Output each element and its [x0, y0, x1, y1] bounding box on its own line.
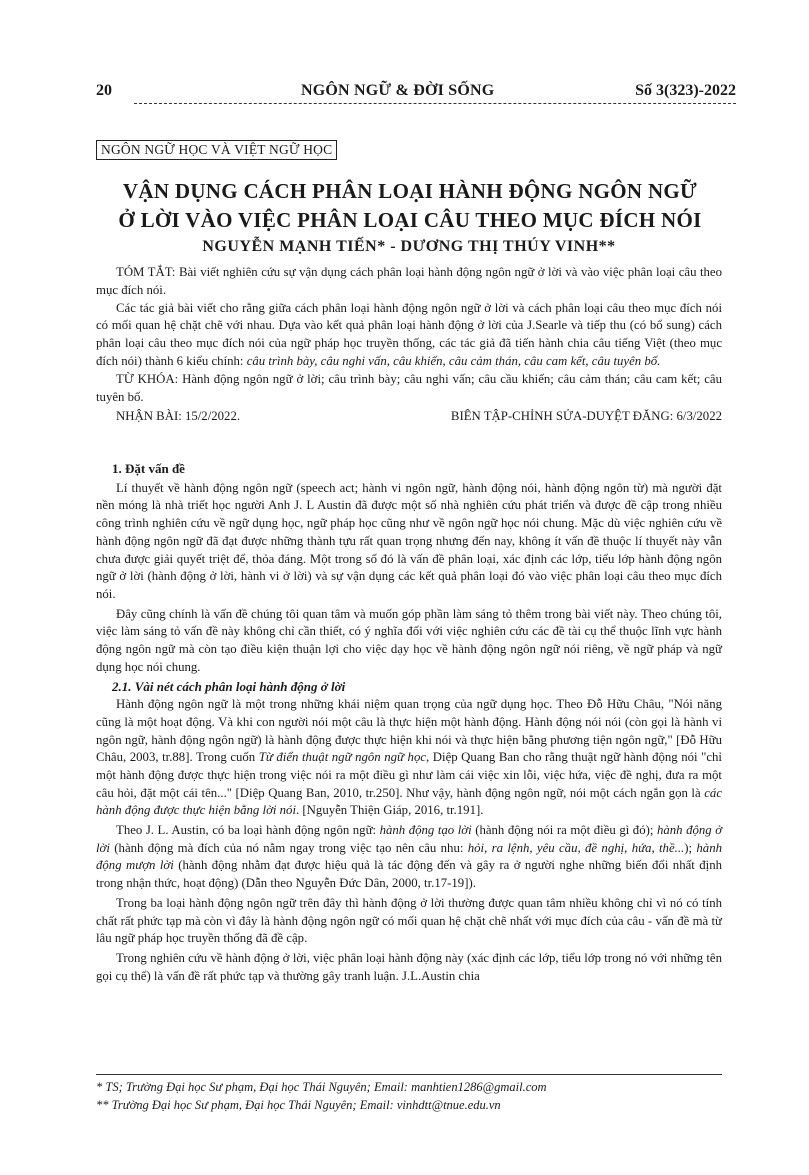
p4-term-locutionary: hành động tạo lời	[379, 823, 472, 838]
paragraph-6: Trong nghiên cứu về hành động ở lời, việc phân loại hành động này (xác định các lớp, tiểu lớp trong nó với những tên gọi cụ thể) là vấn đề rất phức tạp và thường gây tranh luận. J.L.Austin chia	[96, 950, 722, 983]
p4-term-illocutionary: hành động ở lời	[96, 823, 723, 855]
p4-term-perlocutionary: hành động mượn lời	[96, 840, 722, 873]
page-number: 20	[96, 82, 112, 99]
abstract-block	[96, 264, 722, 426]
p3-text-a: Hành động ngôn ngữ là một trong những khái niệm quan trọng của ngữ dụng học. Theo Đỗ Hữu Châu, "Nói năng cũng là một hoạt động. Và khi con người nói một câu là thực hiện một hành động. Hành động nói nói (còn gọi là hành vi ngôn ngữ, hành động ngôn ngữ) là hành động được thực hiện khi nói và thực hiện bằng phương tiện ngôn ngữ," [Đỗ Hữu Châu, 2003, tr.88]. Trong cuốn	[96, 697, 722, 765]
journal-name: NGÔN NGỮ & ĐỜI SỐNG	[301, 82, 495, 99]
p3-book-title: Từ điển thuật ngữ ngôn ngữ học	[258, 750, 427, 765]
abstract-body-text: Các tác giả bài viết cho rằng giữa cách phân loại hành động ngôn ngữ ở lời và cách phân loại câu theo mục đích nói có mối quan hệ chặt chẽ với nhau. Dựa vào kết quả phân loại hành động ở lời của J.Searle và tiếp thu (có bổ sung) cách phân loại câu theo mục đích nói của ngữ pháp học truyền thống, các tác giả đã tiến hành chia câu tiếng Việt (theo mục đích nói) thành 6 kiểu chính:	[96, 300, 722, 368]
footnote-1: * TS; Trường Đại học Sư phạm, Đại học Thái Nguyên; Email: manhtien1286@gmail.com	[96, 1080, 547, 1094]
running-header	[96, 82, 736, 106]
keywords: TỪ KHÓA: Hành động ngôn ngữ ở lời; câu trình bày; câu nghi vấn; câu cầu khiến; câu cảm thán; câu cam kết; câu tuyên bố.	[96, 371, 722, 404]
article-dates	[96, 408, 722, 426]
header-rule	[134, 103, 736, 104]
abstract-summary: TÓM TẮT: Bài viết nghiên cứu sự vận dụng cách phân loại hành động ngôn ngữ ở lời và vào việc phân loại câu theo mục đích nói.	[96, 265, 722, 297]
abstract-body	[96, 300, 722, 371]
article-authors: NGUYỄN MẠNH TIẾN* - DƯƠNG THỊ THÚY VINH**	[202, 238, 616, 255]
p3-text-e: . [Nguyễn Thiện Giáp, 2016, tr.191].	[296, 803, 484, 818]
footnotes	[96, 1074, 722, 1114]
title-line-1: VẬN DỤNG CÁCH PHÂN LOẠI HÀNH ĐỘNG NGÔN NGỮ	[122, 179, 698, 203]
p4-examples: hỏi, ra lệnh, yêu cầu, đề nghị, hứa, thề...	[467, 840, 685, 855]
paragraph-1: Lí thuyết về hành động ngôn ngữ (speech act; hành vi ngôn ngữ, hành động nói, hành động ngôn từ) mà người đặt nền móng là nhà triết học người Anh J. L Austin đã được một số nhà nghiên cứu phát triển và được đề cập trong nhiều công trình nghiên cứu về ngữ dụng học, ngữ pháp học cũng như về ngôn ngữ học nói chung. Mặc dù việc nghiên cứu về hành động ngôn ngữ đã đạt được những thành tựu rất quan trọng nhưng đến nay, không ít vấn đề thuộc lí thuyết này vẫn chưa được giải quyết triệt để, thỏa đáng. Một trong số đó là vấn đề phân loại, xác định các lớp, tiểu lớp hành động ngôn ngữ ở lời (hành động ở lời, hành vi ở lời) và sự vận dụng các kết quả phân loại đó vào việc phân loại câu theo mục đích nói.	[96, 480, 722, 601]
paragraph-5: Trong ba loại hành động ngôn ngữ trên đây thì hành động ở lời thường được quan tâm nhiều không chỉ vì nó có tính chất rất phức tạp mà còn vì đây là hành động ngôn ngữ có mối quan hệ chặt chẽ nhất với mục đích của câu - vấn đề mà từ lâu ngữ pháp học truyền thống đã đề cập.	[96, 895, 722, 946]
p4-text-c: (hành động nói ra một điều gì đó);	[471, 823, 657, 838]
heading-section-2-1: 2.1. Vài nét cách phân loại hành động ở lời	[112, 679, 346, 695]
article-body	[96, 460, 722, 987]
p3-definition: các hành động được thực hiện bằng lời nói	[96, 785, 722, 818]
abstract-sentence-types: câu trình bày, câu nghi vấn, câu khiến, câu cảm thán, câu cam kết, câu tuyên bố.	[246, 353, 661, 368]
p4-text-i: (hành động nhằm đạt được hiệu quả là tác động đến và gây ra ở người nghe những biến đổi nhất định trong nhận thức, hoạt động) (Dẫn theo Nguyễn Đức Dân, 2000, tr.17-19]).	[96, 858, 722, 891]
paragraph-4	[96, 822, 722, 893]
paragraph-3	[96, 696, 722, 820]
section-label: NGÔN NGỮ HỌC VÀ VIỆT NGỮ HỌC	[96, 140, 337, 160]
p4-text-g: );	[684, 840, 697, 855]
paragraph-2: Đây cũng chính là vấn đề chúng tôi quan tâm và muốn góp phần làm sáng tỏ thêm trong bài viết này. Theo chúng tôi, việc làm sáng tỏ vấn đề này không chỉ cần thiết, có ý nghĩa đối với việc nghiên cứu các đề tài cụ thể thuộc lĩnh vực hành động ngôn ngữ mà còn tạo điều kiện thuận lợi cho việc dạy học về hành động ngôn ngữ nói riêng, về ngữ pháp và ngữ dụng học nói chung.	[96, 606, 722, 674]
accepted-date: BIÊN TẬP-CHỈNH SỬA-DUYỆT ĐĂNG: 6/3/2022	[450, 409, 722, 424]
heading-introduction: 1. Đặt vấn đề	[112, 461, 185, 476]
issue-number: Số 3(323)-2022	[635, 82, 736, 99]
p4-text-e: (hành động mà đích của nó nằm ngay trong việc tạo nên câu nhu:	[109, 840, 468, 855]
received-date: NHẬN BÀI: 15/2/2022.	[116, 409, 241, 424]
footnote-2: ** Trường Đại học Sư phạm, Đại học Thái Nguyên; Email: vinhdtt@tnue.edu.vn	[96, 1098, 501, 1112]
p4-text-a: Theo J. L. Austin, có ba loại hành động ngôn ngữ:	[116, 823, 380, 838]
p3-text-c: , Diệp Quang Ban cho rằng thuật ngữ hành động nói "chỉ một hành động được thực hiện trong việc nói ra một điều gì như làm cái việc xin lỗi, việc hứa, việc đề nghị, đưa ra một câu hỏi, đặt một cái tên..." [Diệp Quang Ban, 2010, tr.250]. Như vậy, hành động ngôn ngữ, nói một cách ngắn gọn là	[96, 750, 722, 800]
title-line-2: Ở LỜI VÀO VIỆC PHÂN LOẠI CÂU THEO MỤC ĐÍCH NÓI	[118, 208, 702, 232]
article-title	[90, 177, 730, 235]
